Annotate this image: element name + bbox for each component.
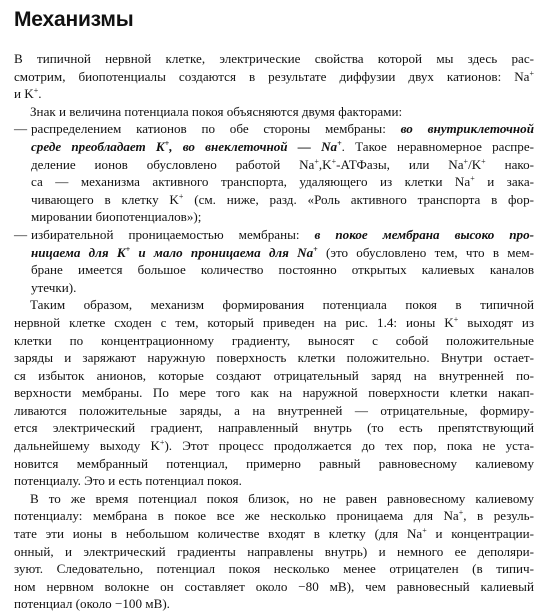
text-line: деление ионов обусловлено работой Na+,K+-АТФазы, или Na+/K+ нако- bbox=[31, 156, 534, 172]
text-line: смотрим, биопотенциалы создаются в результате диффузии двух катионов: Na+ bbox=[14, 68, 534, 84]
text-line: онный, и электрический градиенты направлены внутрь) и немного ее деполяри- bbox=[14, 543, 534, 559]
text-line: клетки по концентрационному градиенту, выносят с собой положительные bbox=[14, 332, 534, 348]
text-line: нервной клетке сходен с тем, который приведен на рис. 1.4: ионы K+ выходят из bbox=[14, 314, 534, 330]
text-line: ном нервном волокне он составляет около −80 мВ), чем равновесный калиевый bbox=[14, 578, 534, 594]
document-page bbox=[14, 8, 534, 613]
text-line: потенциалу: мембрана в покое все же несколько проницаема для Na+, в резуль- bbox=[14, 508, 534, 524]
text-line: верхности мембраны. По мере того как на наружной поверхности клетки накап- bbox=[14, 385, 534, 401]
text-line: В типичной нервной клетке, электрические свойства которой мы здесь рас- bbox=[14, 51, 534, 66]
text-line: ницаема для K+ и мало проницаема для Na+ (это обусловлено тем, что в мем- bbox=[31, 244, 535, 260]
text-line: мировании биопотенциалов»); bbox=[31, 209, 202, 225]
text-line: — распределением катионов по обе стороны мембраны: во внутриклеточной bbox=[14, 121, 535, 137]
text-line: и K+. bbox=[14, 86, 42, 102]
text-line: чивающего в клетку K+ (см. ниже, разд. «Роль активного транспорта в фор- bbox=[31, 191, 534, 207]
text-line: утечки). bbox=[31, 279, 77, 295]
text-line: бране имеется большое количество постоянно открытых калиевых каналов bbox=[31, 262, 534, 278]
text-line: потенциал (около −100 мВ). bbox=[14, 596, 170, 612]
text-line: заряды и заряжают наружную поверхность клетки положительно. Внутри остает- bbox=[14, 350, 534, 366]
text-line: са — механизма активного транспорта, удаляющего из клетки Na+ и зака- bbox=[31, 174, 534, 190]
text-line: Таким образом, механизм формирования потенциала покоя в типичной bbox=[30, 297, 534, 313]
text-line: тате эти ионы в небольшом количестве входят в клетку (для Na+ и концентрации- bbox=[14, 526, 534, 542]
body-text bbox=[14, 50, 534, 613]
text-line: В то же время потенциал покоя близок, но не равен равновесному калиевому bbox=[30, 490, 534, 506]
text-line: потенциалу. Это и есть потенциал покоя. bbox=[14, 473, 242, 489]
text-line: ется электрический градиент, направленный внутрь (то есть препятствующий bbox=[14, 420, 534, 436]
text-line: среде преобладает K+, во внеклеточной — Na+. Такое неравномерное распре- bbox=[31, 138, 534, 154]
text-line: — избирательной проницаемостью мембраны: в покое мембрана высоко про- bbox=[14, 226, 534, 242]
section-title: Механизмы bbox=[14, 8, 134, 31]
text-line: новится мембранный потенциал, примерно равный равновесному калиевому bbox=[14, 455, 534, 471]
text-line: дальнейшему выходу K+). Этот процесс продолжается до тех пор, пока не уста- bbox=[14, 438, 534, 454]
text-line: ливаются положительные заряды, а на внутренней — отрицательные, формиру- bbox=[14, 402, 534, 418]
text-line: Знак и величина потенциала покоя объясняются двумя факторами: bbox=[30, 103, 403, 119]
text-line: зуют. Следовательно, потенциал покоя несколько менее отрицателен (в типич- bbox=[14, 561, 534, 577]
text-line: ся избыток анионов, которые создают отрицательный заряд на внутренней по- bbox=[14, 367, 534, 383]
